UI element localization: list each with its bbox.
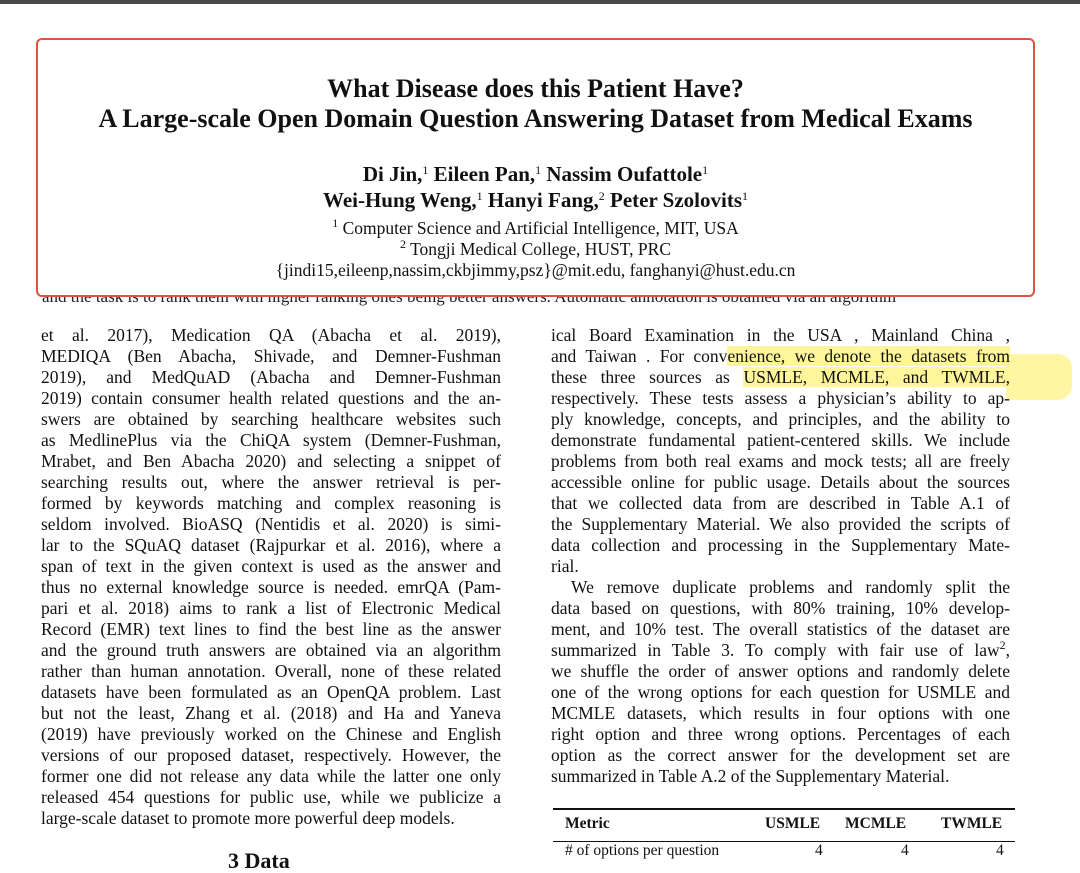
author-line-2 [38, 188, 1033, 212]
affiliation-mark: 1 [742, 189, 748, 203]
body-line: versions of our proposed dataset, respectively. However, the [41, 745, 501, 765]
body-line: large-scale dataset to promote more powerful deep models. [41, 808, 455, 828]
body-line: MCMLE datasets, which results in four options with one [551, 703, 1010, 723]
right-column-body [551, 325, 1010, 787]
table-cell: 4 [901, 842, 909, 859]
body-text: , [1005, 640, 1010, 660]
body-line: Record (EMR) text lines to find the best line as the answer [41, 619, 501, 639]
body-line: Mrabet, and Ben Abacha 2020) and selecting a snippet of [41, 451, 501, 471]
body-line: we shuffle the order of answer options and randomly delete [551, 661, 1010, 681]
body-line: data collection and processing in the Supplementary Mate- [551, 535, 1010, 555]
body-line: that we collected data from are described in Table A.1 of [551, 493, 1010, 513]
paper-title-line2: A Large-scale Open Domain Question Answering Dataset from Medical Exams [98, 104, 973, 133]
body-text: these three sources as [551, 367, 744, 387]
body-line: lar to the SQuAQ dataset (Rajpurkar et al. 2016), where a [41, 535, 501, 555]
body-line: ical Board Examination in the USA , Mainland China , [551, 325, 1010, 345]
body-text: summarized in Table 3. To comply with fair use of law [551, 640, 1000, 660]
paper-title-line1: What Disease does this Patient Have? [327, 74, 744, 103]
body-line: We remove duplicate problems and randomly split the [571, 577, 1010, 597]
body-line: right option and three wrong options. Percentages of each [551, 724, 1010, 744]
body-text: and Taiwan . For conv [551, 346, 728, 366]
body-line [551, 346, 1010, 367]
affiliation-1 [38, 218, 1033, 238]
table-header-cell: MCMLE [845, 815, 907, 832]
highlighted-text: enience, we denote the datasets from [727, 346, 1010, 366]
author-name: Nassim Oufattole [546, 162, 703, 186]
affiliation-mark: 1 [476, 189, 483, 203]
body-line: problems from both real exams and mock tests; all are freely [551, 451, 1010, 471]
body-line [551, 640, 1010, 661]
body-line: rather than human annotation. Overall, none of these related [41, 661, 501, 681]
title-highlight-box [36, 38, 1035, 297]
body-line: swers are obtained by searching healthcare websites such [41, 409, 501, 429]
affiliation-text: Tongji Medical College, HUST, PRC [410, 239, 671, 259]
affiliation-mark: 1 [702, 163, 709, 177]
body-line: (2019) have previously worked on the Chinese and English [41, 724, 501, 744]
affiliation-text: Computer Science and Artificial Intelligence, MIT, USA [342, 218, 739, 238]
highlighted-text: USMLE, MCMLE, and TWMLE, [743, 367, 1010, 387]
left-column-body [41, 325, 501, 829]
table-cell: # of options per question [565, 842, 720, 859]
section-heading-text: 3 Data [228, 848, 290, 873]
body-line: one of the wrong options for each question for USMLE and [551, 682, 1010, 702]
author-emails: {jindi15,eileenp,nassim,ckbjimmy,psz}@mit.edu, fanghanyi@hust.edu.cn [275, 260, 796, 280]
table-cell: 4 [996, 842, 1004, 859]
window-top-bar [0, 0, 1080, 4]
body-line: accessible online for public usage. Details about the sources [551, 472, 1010, 492]
body-line: MEDIQA (Ben Abacha, Shivade, and Demner-Fushman [41, 346, 501, 366]
author-name: Wei-Hung Weng, [322, 188, 477, 212]
highlight-marker-tail [1006, 354, 1072, 400]
affiliation-mark: 1 [422, 163, 429, 177]
body-line: the Supplementary Material. We also provided the scripts of [551, 514, 1010, 534]
body-line: data based on questions, with 80% training, 10% develop- [551, 598, 1010, 618]
author-name: Eileen Pan, [433, 162, 536, 186]
statistics-table [553, 808, 1015, 858]
body-line: thus no external knowledge source is needed. emrQA (Pam- [41, 577, 501, 597]
body-line: option as the correct answer for the development set are [551, 745, 1010, 765]
author-name: Peter Szolovits [610, 188, 742, 212]
affiliation-mark: 2 [598, 189, 605, 203]
body-line: former one did not release any data while the latter one only [41, 766, 501, 786]
table-header-cell: TWMLE [941, 815, 1003, 832]
body-line: datasets have been formulated as an OpenQA problem. Last [41, 682, 501, 702]
body-line: pari et al. 2018) aims to rank a list of Electronic Medical [41, 598, 501, 618]
body-line: as MedlinePlus via the ChiQA system (Demner-Fushman, [41, 430, 501, 450]
body-line: 2019) contain consumer health related questions and the an- [41, 388, 501, 408]
author-line-1 [38, 162, 1033, 186]
author-name: Hanyi Fang, [487, 188, 599, 212]
body-line: demonstrate fundamental patient-centered skills. We include [551, 430, 1010, 450]
footnote-mark: 2 [999, 638, 1006, 652]
body-line: and the ground truth answers are obtained via an algorithm [41, 640, 501, 660]
affiliation-mark: 2 [400, 237, 406, 251]
body-line: summarized in Table A.2 of the Supplementary Material. [551, 766, 950, 786]
body-line: ply knowledge, concepts, and principles, and the ability to [551, 409, 1010, 429]
body-line: but not the least, Zhang et al. (2018) and Ha and Yaneva [41, 703, 501, 723]
table-header-cell: USMLE [765, 815, 821, 832]
body-line: seldom involved. BioASQ (Nentidis et al. 2020) is simi- [41, 514, 501, 534]
body-line: formed by keywords matching and complex reasoning is [41, 493, 501, 513]
body-line: span of text in the given context is used as the answer and [41, 556, 501, 576]
body-line: respectively. These tests assess a physician’s ability to ap- [551, 388, 1010, 408]
body-line: released 454 questions for public use, while we publicize a [41, 787, 501, 807]
affiliation-mark: 1 [332, 216, 339, 230]
body-line: ment, and 10% test. The overall statistics of the dataset are [551, 619, 1010, 639]
affiliation-2 [38, 239, 1033, 259]
table-header-cell: Metric [565, 815, 610, 832]
body-line: et al. 2017), Medication QA (Abacha et al. 2019), [41, 325, 501, 345]
body-line: searching results out, where the answer retrieval is per- [41, 472, 501, 492]
body-line [551, 367, 1010, 388]
author-name: Di Jin, [362, 162, 423, 186]
section-heading-cutoff [228, 848, 348, 873]
body-line: rial. [551, 556, 579, 576]
table-cell: 4 [815, 842, 823, 859]
table-top-rule [553, 808, 1015, 810]
affiliation-mark: 1 [535, 163, 542, 177]
body-line: 2019), and MedQuAD (Abacha and Demner-Fushman [41, 367, 501, 387]
